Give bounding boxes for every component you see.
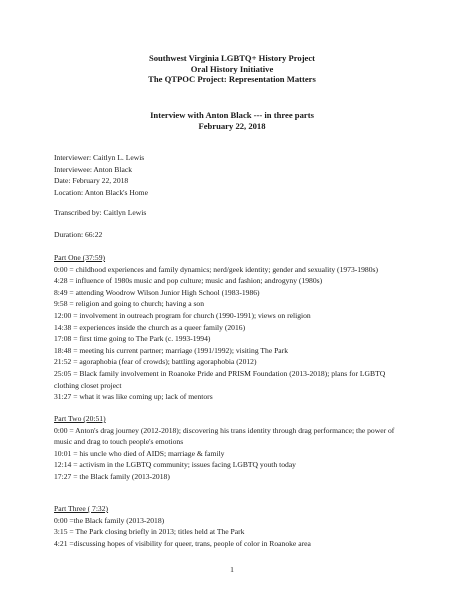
list-item: 21:52 = agoraphobia (fear of crowds); battling agoraphobia (2012): [54, 357, 257, 367]
list-item: 12:00 = involvement in outreach program for church (1990-1991); views on religion: [54, 310, 311, 320]
interview-metadata: [54, 152, 148, 198]
duration-line: Duration: 66:22: [54, 230, 103, 239]
section-part-two: [54, 413, 406, 483]
list-item: 10:01 = his uncle who died of AIDS; marriage & family: [54, 448, 225, 458]
section-title-part-one: Part One (37:59): [54, 253, 106, 262]
page-number: 1: [230, 565, 234, 574]
list-item: 18:48 = meeting his current partner; marriage (1991/1992); visiting The Park: [54, 345, 289, 355]
interview-date: February 22, 2018: [198, 120, 266, 131]
header-line-project: Southwest Virginia LGBTQ+ History Project: [148, 53, 316, 63]
header-line-initiative: Oral History Initiative: [190, 63, 274, 74]
list-item: 12:14 = activism in the LGBTQ community; issues facing LGBTQ youth today: [54, 460, 296, 470]
section-title-part-three: Part Three ( 7:32): [54, 504, 109, 513]
list-item: 4:28 = influence of 1980s music and pop culture; music and fashion; androgyny (1980s): [54, 276, 323, 286]
interviewer-line: Interviewer: Caitlyn L. Lewis: [54, 153, 145, 162]
list-item: 8:49 = attending Woodrow Wilson Junior High School (1983-1986): [54, 287, 260, 297]
list-item: 0:00 =the Black family (2013-2018): [54, 515, 165, 525]
list-item: 0:00 = childhood experiences and family dynamics; nerd/geek identity; gender and sexuality (1973-1980s): [54, 264, 378, 274]
list-item: 17:08 = first time going to The Park (c. 1993-1994): [54, 334, 211, 344]
list-item: 14:38 = experiences inside the church as a queer family (2016): [54, 322, 246, 332]
list-item: 25:05 = Black family involvement in Roanoke Pride and PRISM Foundation (2013-2018); plans for LGBTQ clothing closet project: [54, 368, 386, 390]
list-item: 3:15 = The Park closing briefly in 2013; titles held at The Park: [54, 527, 245, 537]
transcriber-line: Transcribed by: Caitlyn Lewis: [54, 208, 147, 217]
list-item: 0:00 = Anton's drag journey (2012-2018); discovering his trans identity through drag performance; the power of music and drag to touch people's emotions: [54, 425, 395, 447]
list-item: 17:27 = the Black family (2013-2018): [54, 471, 170, 481]
list-item: 9:58 = religion and going to church; having a son: [54, 299, 205, 309]
interviewee-line: Interviewee: Anton Black: [54, 164, 133, 174]
section-title-part-two: Part Two (20:51): [54, 414, 106, 423]
section-part-one: [54, 252, 406, 403]
location-line: Location: Anton Black's Home: [54, 187, 148, 197]
date-line: Date: February 22, 2018: [54, 176, 129, 186]
project-header: [0, 53, 464, 85]
list-item: 31:27 = what it was like coming up; lack of mentors: [54, 392, 213, 402]
interview-header: [0, 110, 464, 131]
section-part-three: [54, 503, 406, 549]
header-line-project-title: The QTPOC Project: Representation Matters: [148, 74, 316, 84]
list-item: 4:21 =discussing hopes of visibility for queer, trans, people of color in Roanoke area: [54, 538, 311, 548]
interview-title: Interview with Anton Black --- in three parts: [150, 110, 314, 120]
